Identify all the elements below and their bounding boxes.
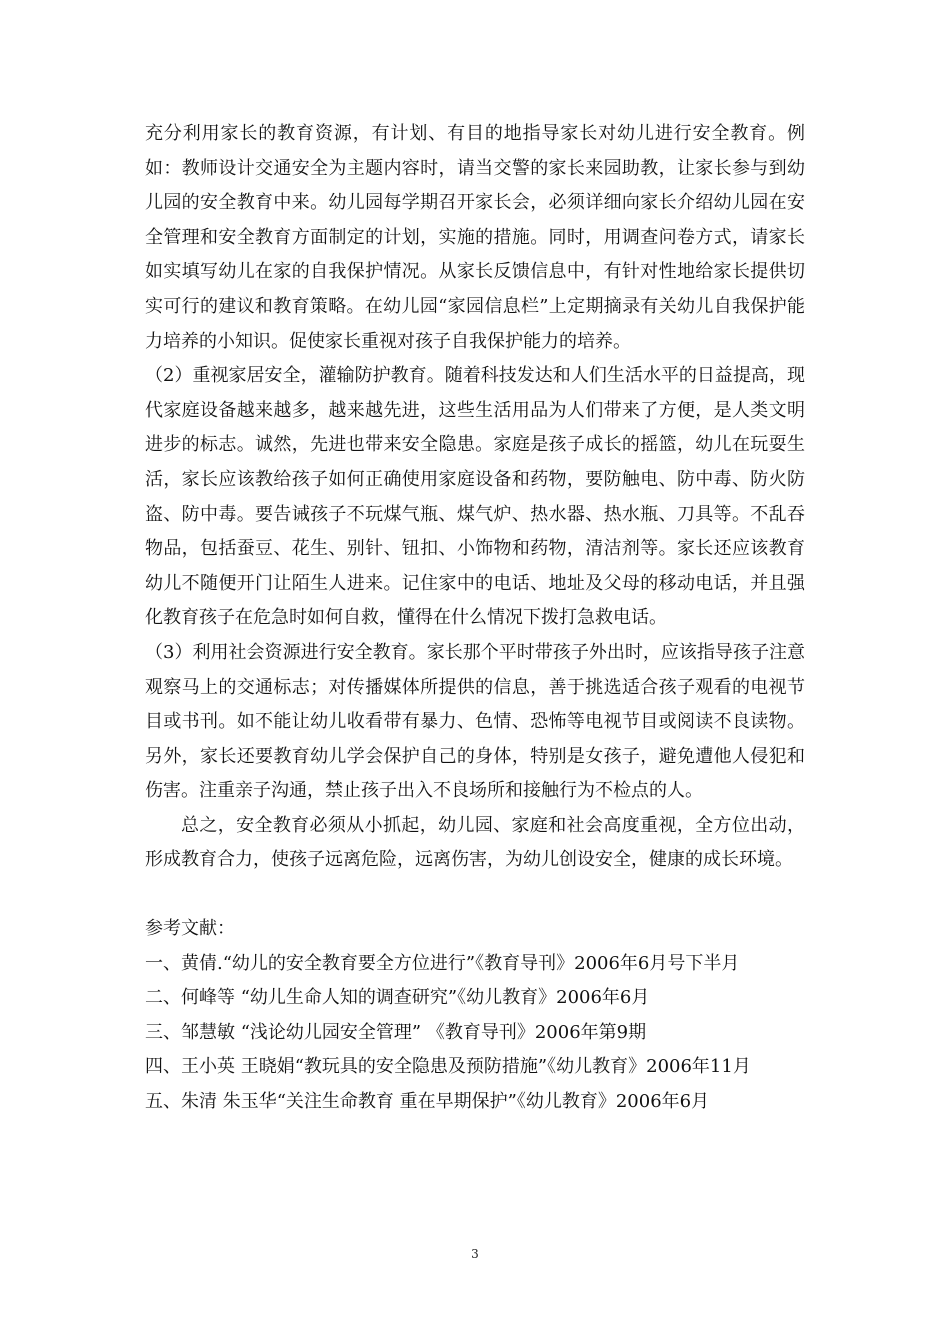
section-gap <box>145 878 805 912</box>
references-section <box>145 912 805 1120</box>
paragraph-parent-resources: 充分利用家长的教育资源，有计划、有目的地指导家长对幼儿进行安全教育。例如：教师设计交通安全为主题内容时，请当交警的家长来园助教，让家长参与到幼儿园的安全教育中来。幼儿园每学期召开家长会，必须详细向家长介绍幼儿园在安全管理和安全教育方面制定的计划，实施的措施。同时，用调查问卷方式，请家长如实填写幼儿在家的自我保护情况。从家长反馈信息中，有针对性地给家长提供切实可行的建议和教育策略。在幼儿园“家园信息栏”上定期摘录有关幼儿自我保护能力培养的小知识。促使家长重视对孩子自我保护能力的培养。 <box>145 123 805 352</box>
reference-item: 二、何峰等 “幼儿生命人知的调查研究”《幼儿教育》2006年6月 <box>145 987 650 1009</box>
document-body <box>145 117 805 1120</box>
references-heading: 参考文献： <box>145 918 235 940</box>
paragraph-home-safety: （2）重视家居安全，灌输防护教育。随着科技发达和人们生活水平的日益提高，现代家庭设备越来越多，越来越先进，这些生活用品为人们带来了方便，是人类文明进步的标志。诚然，先进也带来安全隐患。家庭是孩子成长的摇篮，幼儿在玩耍生活，家长应该教给孩子如何正确使用家庭设备和药物，要防触电、防中毒、防火防盗、防中毒。要告诫孩子不玩煤气瓶、煤气炉、热水器、热水瓶、刀具等。不乱吞物品，包括蚕豆、花生、别针、钮扣、小饰物和药物，清洁剂等。家长还应该教育幼儿不随便开门让陌生人进来。记住家中的电话、地址及父母的移动电话，并且强化教育孩子在危急时如何自救，懂得在什么情况下拨打急救电话。 <box>145 365 805 629</box>
page-number: 3 <box>471 1247 479 1261</box>
paragraph-social-resources: （3）利用社会资源进行安全教育。家长那个平时带孩子外出时，应该指导孩子注意观察马上的交通标志；对传播媒体所提供的信息，善于挑选适合孩子观看的电视节目或书刊。如不能让幼儿收看带有暴力、色情、恐怖等电视节目或阅读不良读物。另外，家长还要教育幼儿学会保护自己的身体，特别是女孩子，避免遭他人侵犯和伤害。注重亲子沟通，禁止孩子出入不良场所和接触行为不检点的人。 <box>145 641 805 802</box>
reference-item: 三、邹慧敏 “浅论幼儿园安全管理” 《教育导刊》2006年第9期 <box>145 1021 647 1043</box>
reference-item: 四、王小英 王晓娟“教玩具的安全隐患及预防措施”《幼儿教育》2006年11月 <box>145 1056 751 1078</box>
paragraph-conclusion: 总之，安全教育必须从小抓起，幼儿园、家庭和社会高度重视，全方位出动，形成教育合力，使孩子远离危险，远离伤害，为幼儿创设安全，健康的成长环境。 <box>145 814 805 871</box>
reference-item: 一、黄倩.“幼儿的安全教育要全方位进行”《教育导刊》2006年6月号下半月 <box>145 952 740 974</box>
reference-item: 五、朱清 朱玉华“关注生命教育 重在早期保护”《幼儿教育》2006年6月 <box>145 1091 710 1113</box>
